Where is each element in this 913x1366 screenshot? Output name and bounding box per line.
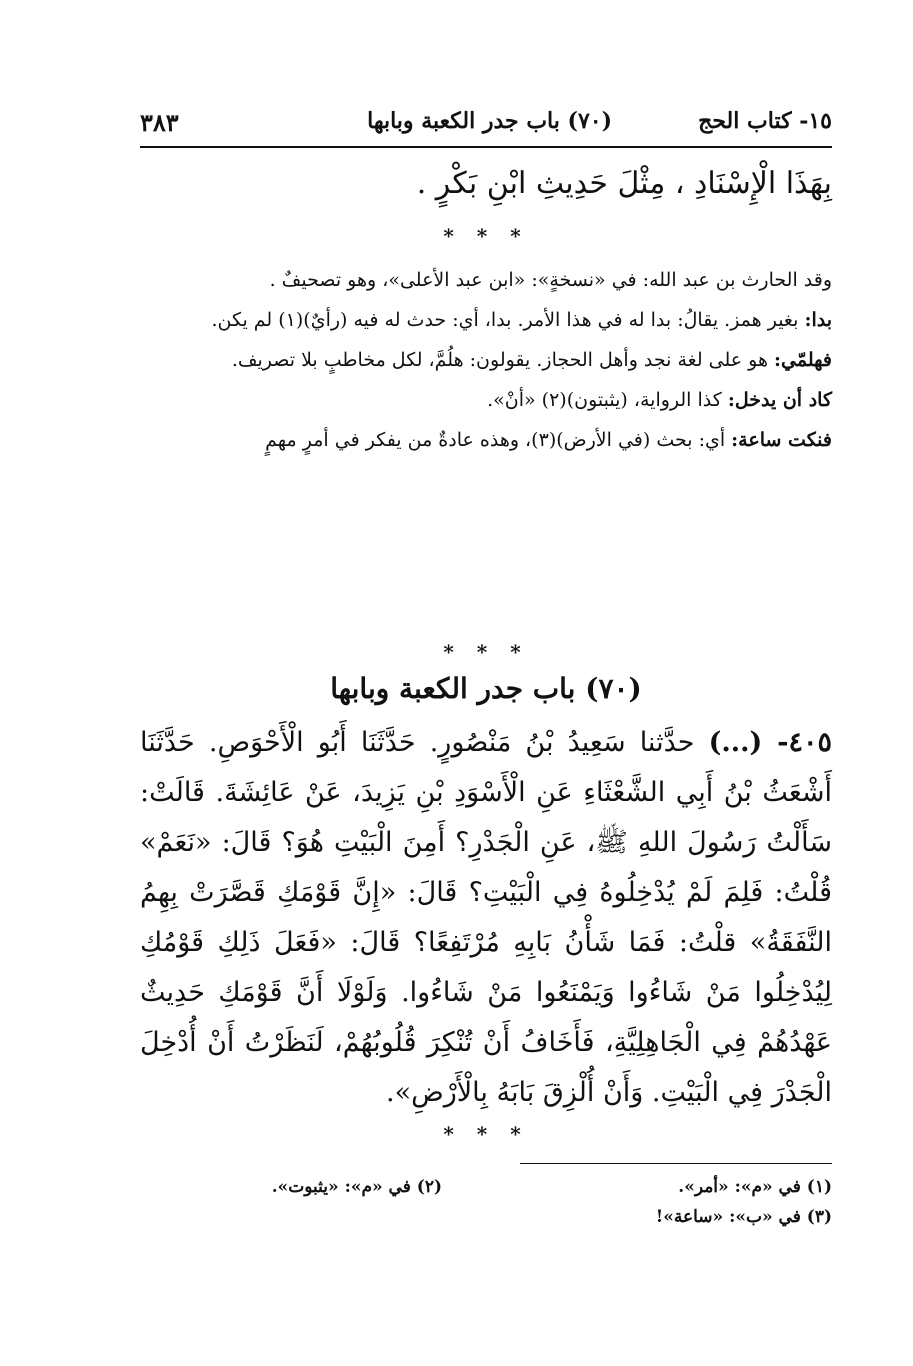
footnote-3: (٣) في «ب»: «ساعة»! <box>655 1207 832 1227</box>
note-0 <box>140 262 832 298</box>
note-term: فهلمّي: <box>774 349 832 371</box>
note-2 <box>140 342 832 378</box>
footnote-rule <box>520 1163 832 1164</box>
note-1 <box>140 302 832 338</box>
commentary-notes <box>140 262 832 462</box>
chapter-heading: (٧٠) باب جدر الكعبة وبابها <box>330 672 642 705</box>
note-4 <box>140 422 832 458</box>
previous-hadith-tail: بِهَذَا الْإِسْنَادِ ، مِثْلَ حَدِيثِ ابْنِ بَكْرٍ . <box>416 166 832 201</box>
separator-stars: * * * <box>443 224 529 248</box>
chapter-name: ١٥- كتاب الحج <box>698 108 832 134</box>
note-3 <box>140 382 832 418</box>
hadith-number: ٤٠٥- (...) <box>708 727 832 758</box>
header-rule <box>140 146 832 148</box>
note-text: بغير همز. يقالُ: بدا له في هذا الأمر. بدا، أي: حدث له فيه (رأيٌ)(١) لم يكن. <box>211 309 805 331</box>
hadith-text <box>140 718 832 1118</box>
note-text: هو على لغة نجد وأهل الحجاز. يقولون: هلُمَّ، لكل مخاطبٍ بلا تصريف. <box>231 349 775 371</box>
separator-stars: * * * <box>443 1122 529 1146</box>
footnote-2: (٢) في «م»: «يثبوت». <box>271 1177 442 1197</box>
page-header <box>140 108 832 148</box>
separator-stars: * * * <box>443 640 529 664</box>
note-text: وقد الحارث بن عبد الله: في «نسخةٍ»: «ابن عبد الأعلى»، وهو تصحيفٌ . <box>269 269 832 291</box>
hadith-body: حدَّثنا سَعِيدُ بْنُ مَنْصُورٍ. حَدَّثَنَا أَبُو الْأَحْوَصِ. حَدَّثَنَا أَشْعَثُ بْنُ أَبِي الشَّعْثَاءِ عَنِ الْأَسْوَدِ بْنِ يَزِيدَ، عَنْ عَائِشَةَ. قَالَتْ: سَأَلْتُ رَسُولَ اللهِ ﷺ، عَنِ الْجَدْرِ؟ أَمِنَ الْبَيْتِ هُوَ؟ قَالَ: «نَعَمْ» قُلْتُ: فَلِمَ لَمْ يُدْخِلُوهُ فِي الْبَيْتِ؟ قَالَ: «إِنَّ قَوْمَكِ قَصَّرَتْ بِهِمُ النَّفَقَةُ» قلْتُ: فَمَا شَأْنُ بَابِهِ مُرْتَفِعًا؟ قَالَ: «فَعَلَ ذَلِكِ قَوْمُكِ لِيُدْخِلُوا مَنْ شَاءُوا وَيَمْنَعُوا مَنْ شَاءُوا. وَلَوْلَا أَنَّ قَوْمَكِ حَدِيثٌ عَهْدُهُمْ فِي الْجَاهِلِيَّةِ، فَأَخَافُ أَنْ تُنْكِرَ قُلُوبُهُمْ، لَنَظَرْتُ أَنْ أُدْخِلَ الْجَدْرَ فِي الْبَيْتِ. وَأَنْ أُلْزِقَ بَابَهُ بِالْأَرْضِ». <box>140 727 832 1108</box>
note-term: فنكت ساعة: <box>731 429 832 451</box>
note-text: أي: بحث (في الأرض)(٣)، وهذه عادةٌ من يفكر في أمرٍ مهمٍ <box>265 429 732 451</box>
section-name: (٧٠) باب جدر الكعبة وبابها <box>367 108 612 134</box>
footnote-1: (١) في «م»: «أمر». <box>678 1177 832 1197</box>
note-term: بدا: <box>804 309 832 331</box>
page-number: ٣٨٣ <box>140 108 179 137</box>
note-text: كذا الرواية، (يثبتون)(٢) «أنْ». <box>487 389 728 411</box>
note-term: كاد أن يدخل: <box>727 389 832 411</box>
